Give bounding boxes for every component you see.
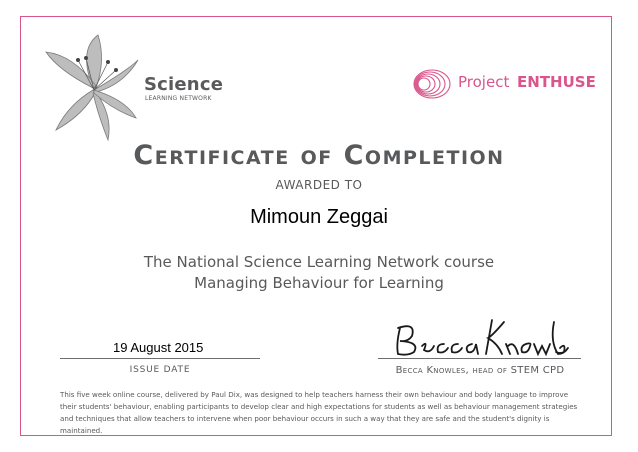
recipient-name: Mimoun Zeggai bbox=[250, 206, 388, 228]
enthuse-logo-prefix: Project bbox=[458, 73, 510, 91]
lily-flower-logo bbox=[38, 30, 142, 142]
signature-line bbox=[378, 358, 581, 359]
issue-date-line bbox=[60, 358, 260, 359]
signer-label: Becca Knowles, head of STEM CPD bbox=[395, 365, 565, 376]
course-description: This five week online course, delivered by Paul Dix, was designed to help teachers harness their own behaviour and body language to improve their students' behaviour, enabling participants to develop clear and high expectations for students as well as behaviour management strategies and techniques that allow teachers to intervene when poor behaviour occurs in such a way that they are safe and the student's dignity is maintained. bbox=[60, 390, 578, 435]
issue-date-value: 19 August 2015 bbox=[113, 340, 204, 355]
science-logo-title: Science bbox=[144, 74, 224, 95]
handwritten-signature bbox=[388, 314, 578, 358]
issue-date-label: ISSUE DATE bbox=[129, 365, 191, 375]
enthuse-swirl-icon bbox=[408, 64, 454, 104]
certificate-title: Certificate of Completion bbox=[133, 140, 505, 171]
enthuse-logo-name: ENTHUSE bbox=[517, 73, 596, 91]
course-name-line: Managing Behaviour for Learning bbox=[194, 274, 444, 292]
awarded-to-label: AWARDED TO bbox=[275, 178, 363, 192]
science-logo-subtitle: LEARNING NETWORK bbox=[145, 95, 212, 102]
course-provider-line: The National Science Learning Network course bbox=[143, 253, 495, 271]
